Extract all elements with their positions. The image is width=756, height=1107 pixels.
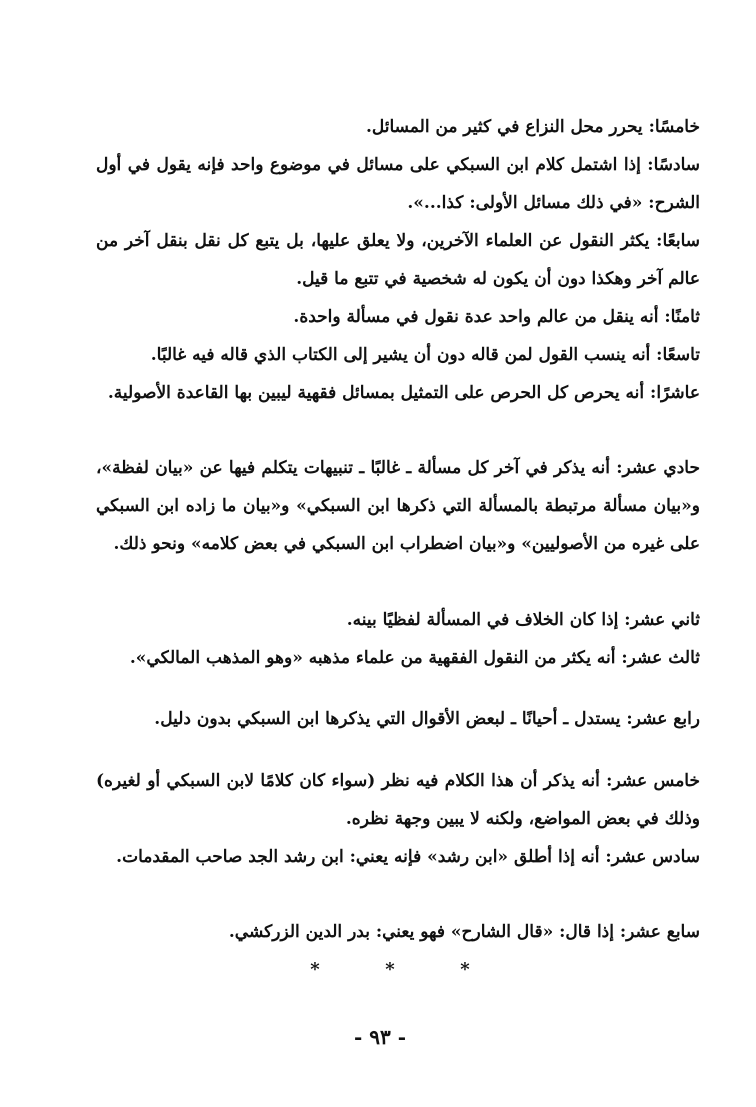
paragraph-ninth: تاسعًا: أنه ينسب القول لمن قاله دون أن يشير إلى الكتاب الذي قاله فيه غالبًا.	[150, 345, 700, 365]
paragraph-tenth: عاشرًا: أنه يحرص كل الحرص على التمثيل بمسائل فقهية ليبين بها القاعدة الأصولية.	[107, 383, 700, 403]
paragraph-twelfth: ثاني عشر: إذا كان الخلاف في المسألة لفظيًا بينه.	[346, 610, 700, 630]
paragraph-fifteenth: خامس عشر: أنه يذكر أن هذا الكلام فيه نظر (سواء كان كلامًا لابن السبكي أو لغيره) وذلك في بعض المواضع، ولكنه لا يبين وجهة نظره.	[96, 771, 700, 829]
separator-star: *	[460, 959, 470, 980]
page-number: - ٩٣ -	[353, 1025, 406, 1049]
separator-star: *	[385, 959, 395, 980]
paragraph-fifth: خامسًا: يحرر محل النزاع في كثير من المسائل.	[365, 117, 700, 137]
paragraph-eighth: ثامنًا: أنه ينقل من عالم واحد عدة نقول في مسألة واحدة.	[293, 307, 700, 327]
paragraph-thirteenth: ثالث عشر: أنه يكثر من النقول الفقهية من علماء مذهبه «وهو المذهب المالكي».	[129, 648, 700, 668]
paragraph-eleventh: حادي عشر: أنه يذكر في آخر كل مسألة ـ غالبًا ـ تنبيهات يتكلم فيها عن «بيان لفظة»، و«بيان مسألة مرتبطة بالمسألة التي ذكرها ابن السبكي» و«بيان ما زاده ابن السبكي على غيره من الأصوليين» و«بيان اضطراب ابن السبكي في بعض كلامه» ونحو ذلك.	[96, 458, 700, 554]
paragraph-seventh: سابعًا: يكثر النقول عن العلماء الآخرين، ولا يعلق عليها، بل يتبع كل نقل بنقل آخر من عالم آخر وهكذا دون أن يكون له شخصية في تتبع ما قيل.	[96, 231, 700, 289]
paragraph-seventeenth: سابع عشر: إذا قال: «قال الشارح» فهو يعني: بدر الدين الزركشي.	[228, 922, 700, 942]
paragraph-sixteenth: سادس عشر: أنه إذا أطلق «ابن رشد» فإنه يعني: ابن رشد الجد صاحب المقدمات.	[116, 847, 700, 867]
paragraph-sixth: سادسًا: إذا اشتمل كلام ابن السبكي على مسائل في موضوع واحد فإنه يقول في أول الشرح: «في ذلك مسائل الأولى: كذا...».	[96, 155, 700, 213]
separator-star: *	[310, 959, 320, 980]
paragraph-fourteenth: رابع عشر: يستدل ـ أحيانًا ـ لبعض الأقوال التي يذكرها ابن السبكي بدون دليل.	[154, 709, 700, 729]
section-separator	[300, 955, 480, 985]
